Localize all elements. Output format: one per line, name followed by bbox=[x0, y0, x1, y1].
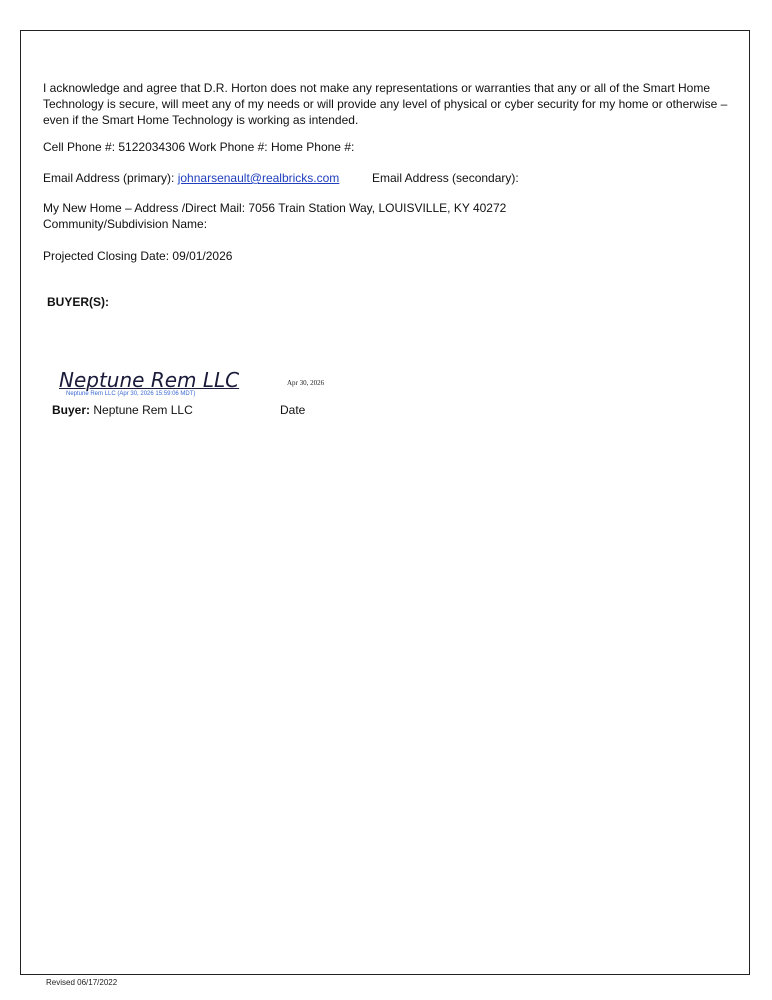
address-line bbox=[43, 200, 506, 216]
community-line bbox=[43, 216, 207, 232]
closing-line bbox=[43, 248, 232, 264]
phone-line bbox=[43, 139, 354, 155]
buyer-line bbox=[52, 403, 193, 417]
address-text: My New Home – Address /Direct Mail: 7056 Train Station Way, LOUISVILLE, KY 40272 bbox=[43, 201, 507, 215]
buyer-name: Neptune Rem LLC bbox=[93, 403, 193, 417]
email-secondary-label: Email Address (secondary): bbox=[372, 171, 519, 185]
closing-date-text: Projected Closing Date: 09/01/2026 bbox=[43, 249, 233, 263]
phone-text: Cell Phone #: 5122034306 Work Phone #: Home Phone #: bbox=[43, 140, 355, 154]
buyer-label: Buyer: bbox=[52, 403, 91, 417]
revision-footer: Revised 06/17/2022 bbox=[46, 978, 118, 987]
signature-name: Neptune Rem LLC bbox=[59, 368, 240, 392]
signed-date: Apr 30, 2026 bbox=[287, 379, 325, 387]
email-primary-link[interactable]: johnarsenault@realbricks.com bbox=[177, 171, 340, 185]
email-line bbox=[43, 170, 519, 186]
buyers-heading: BUYER(S): bbox=[47, 295, 109, 309]
buyer-signature bbox=[59, 369, 239, 398]
email-primary-label: Email Address (primary): bbox=[43, 171, 175, 185]
acknowledgement-text: I acknowledge and agree that D.R. Horton does not make any representations or warranties that any or all of the Smart Home Technology is secure, will meet any of my needs or will provide any level of physical or cyber security for my home or otherwise – even if the Smart Home Technology is working as intended. bbox=[43, 81, 728, 127]
community-label: Community/Subdivision Name: bbox=[43, 217, 208, 231]
acknowledgement-block bbox=[43, 80, 733, 128]
date-label: Date bbox=[280, 403, 306, 417]
signature-timestamp: Neptune Rem LLC (Apr 30, 2026 15:59:06 MDT) bbox=[66, 391, 196, 397]
